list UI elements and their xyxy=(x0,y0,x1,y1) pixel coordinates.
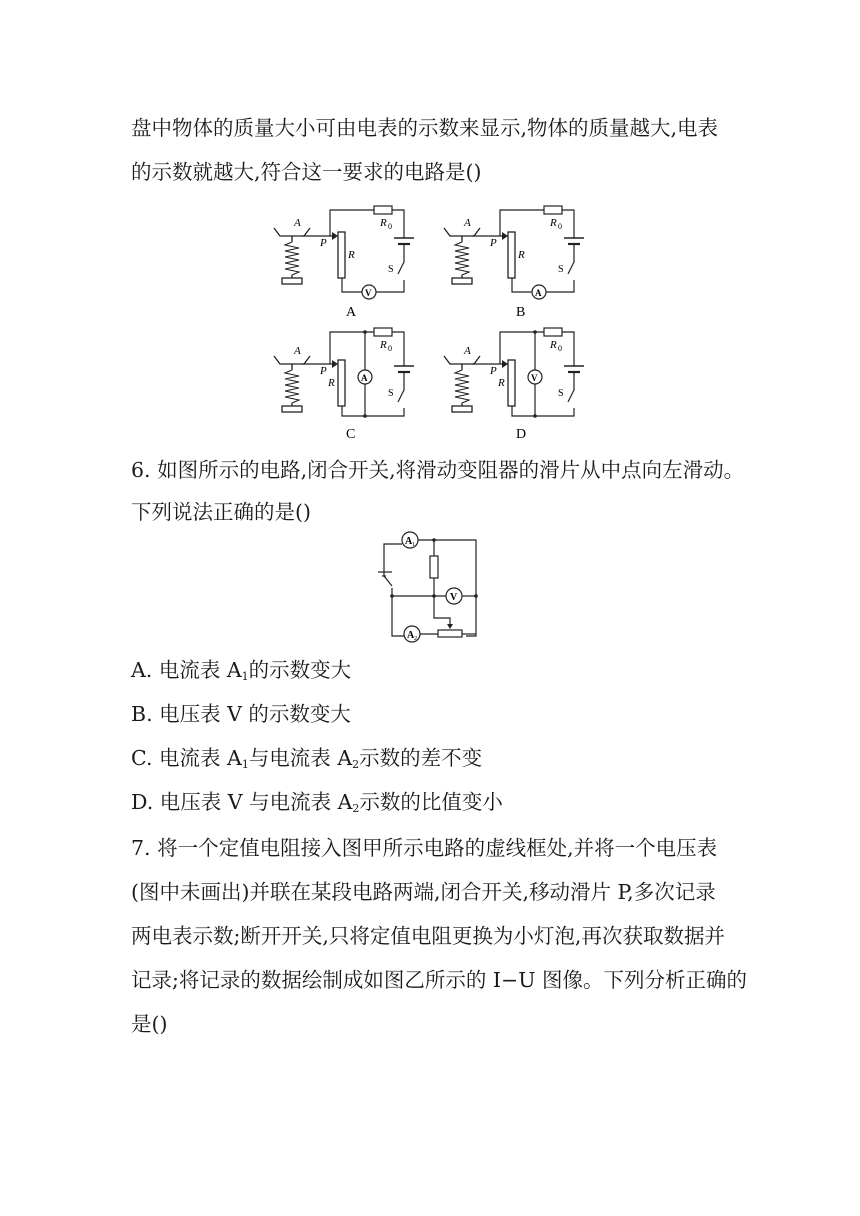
svg-text:V: V xyxy=(450,592,458,603)
circuit-a xyxy=(274,206,414,320)
svg-text:R: R xyxy=(380,339,387,351)
label-r: R xyxy=(348,249,355,261)
q7-text-line-3: 两电表示数;断开开关,只将定值电阻更换为小灯泡,再次获取数据并 xyxy=(131,924,725,948)
svg-text:2: 2 xyxy=(414,636,417,642)
circuit-b xyxy=(444,206,584,320)
option-c-label: C xyxy=(346,427,356,442)
q5-text-line-1: 盘中物体的质量大小可由电表的示数来显示,物体的质量越大,电表 xyxy=(131,116,719,140)
q6-text-line-2: 下列说法正确的是() xyxy=(131,500,311,524)
svg-text:A: A xyxy=(361,373,368,383)
svg-text:P: P xyxy=(490,237,497,249)
svg-text:P: P xyxy=(320,365,327,377)
svg-text:S: S xyxy=(388,388,394,399)
option-b-label: B xyxy=(516,305,526,320)
q7-text-line-5: 是() xyxy=(131,1012,168,1036)
svg-text:S: S xyxy=(558,264,564,275)
svg-text:A: A xyxy=(405,536,413,547)
svg-text:V: V xyxy=(531,373,538,383)
svg-text:R: R xyxy=(380,217,387,229)
svg-text:A: A xyxy=(464,217,471,229)
svg-text:R: R xyxy=(550,217,557,229)
svg-text:S: S xyxy=(558,388,564,399)
label-p: P xyxy=(320,237,327,249)
svg-text:R: R xyxy=(518,249,525,261)
q7-text-line-1: 7. 将一个定值电阻接入图甲所示电路的虚线框处,并将一个电压表 xyxy=(131,836,718,860)
svg-text:A: A xyxy=(407,630,415,641)
svg-text:0: 0 xyxy=(558,222,562,231)
svg-text:R: R xyxy=(550,339,557,351)
circuit-d xyxy=(444,328,584,442)
svg-text:0: 0 xyxy=(388,344,392,353)
q6-circuit-figure xyxy=(378,528,488,646)
svg-text:S: S xyxy=(388,264,394,275)
svg-text:A: A xyxy=(294,345,301,357)
svg-text:A: A xyxy=(535,288,542,298)
svg-text:A: A xyxy=(464,345,471,357)
svg-text:0: 0 xyxy=(558,344,562,353)
option-d-label: D xyxy=(516,427,527,442)
q6-option-d: D. 电压表 V 与电流表 $A_2$示数的比值变小 xyxy=(131,790,503,815)
svg-text:1: 1 xyxy=(412,542,415,548)
svg-text:P: P xyxy=(490,365,497,377)
svg-text:V: V xyxy=(365,288,372,298)
svg-text:0: 0 xyxy=(388,222,392,231)
q6-option-b: B. 电压表 V 的示数变大 xyxy=(131,702,351,726)
q7-text-line-4: 记录;将记录的数据绘制成如图乙所示的 I−U 图像。下列分析正确的 xyxy=(131,968,747,992)
q6-option-a: A. 电流表 $A_1$的示数变大 xyxy=(131,658,352,683)
label-pan: A xyxy=(294,217,301,229)
q6-text-line-1: 6. 如图所示的电路,闭合开关,将滑动变阻器的滑片从中点向左滑动。 xyxy=(131,458,745,482)
svg-text:R: R xyxy=(328,377,335,389)
q7-text-line-2: (图中未画出)并联在某段电路两端,闭合开关,移动滑片 P,多次记录 xyxy=(131,880,716,904)
q5-circuit-figures xyxy=(270,196,600,446)
svg-text:R: R xyxy=(498,377,505,389)
q5-text-line-2: 的示数就越大,符合这一要求的电路是() xyxy=(131,160,482,184)
circuit-c xyxy=(274,328,414,442)
option-a-label: A xyxy=(346,305,357,320)
q6-option-c: C. 电流表 $A_1$与电流表 $A_2$示数的差不变 xyxy=(131,746,483,771)
